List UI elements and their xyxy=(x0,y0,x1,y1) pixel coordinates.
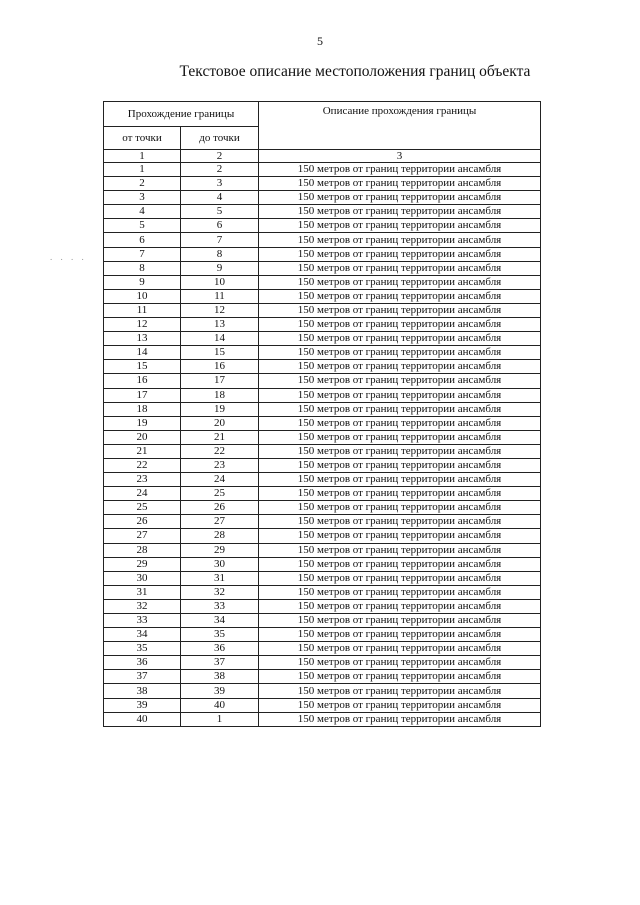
to-point-cell: 18 xyxy=(181,388,259,402)
to-point-cell: 33 xyxy=(181,599,259,613)
description-cell: 150 метров от границ территории ансамбля xyxy=(259,388,541,402)
boundary-table xyxy=(103,101,541,727)
table-row xyxy=(104,501,541,515)
from-point-cell: 12 xyxy=(104,318,181,332)
from-point-cell: 11 xyxy=(104,303,181,317)
from-point-cell: 27 xyxy=(104,529,181,543)
table-row xyxy=(104,332,541,346)
description-cell: 150 метров от границ территории ансамбля xyxy=(259,360,541,374)
table-row xyxy=(104,318,541,332)
table-row xyxy=(104,374,541,388)
description-cell: 150 метров от границ территории ансамбля xyxy=(259,177,541,191)
table-row xyxy=(104,473,541,487)
to-point-cell: 21 xyxy=(181,430,259,444)
from-point-cell: 30 xyxy=(104,571,181,585)
to-point-cell: 14 xyxy=(181,332,259,346)
to-point-cell: 3 xyxy=(181,177,259,191)
from-point-cell: 8 xyxy=(104,261,181,275)
table-row xyxy=(104,670,541,684)
description-cell: 150 метров от границ территории ансамбля xyxy=(259,402,541,416)
description-cell: 150 метров от границ территории ансамбля xyxy=(259,698,541,712)
from-point-cell: 23 xyxy=(104,473,181,487)
description-cell: 150 метров от границ территории ансамбля xyxy=(259,219,541,233)
from-point-cell: 35 xyxy=(104,642,181,656)
table-row xyxy=(104,642,541,656)
to-point-cell: 23 xyxy=(181,458,259,472)
description-cell: 150 метров от границ территории ансамбля xyxy=(259,346,541,360)
from-point-cell: 19 xyxy=(104,416,181,430)
from-point-cell: 38 xyxy=(104,684,181,698)
header-description: Описание прохождения границы xyxy=(259,102,541,150)
description-cell: 150 метров от границ территории ансамбля xyxy=(259,233,541,247)
table-row xyxy=(104,444,541,458)
table-row xyxy=(104,599,541,613)
description-cell: 150 метров от границ территории ансамбля xyxy=(259,628,541,642)
description-cell: 150 метров от границ территории ансамбля xyxy=(259,332,541,346)
description-cell: 150 метров от границ территории ансамбля xyxy=(259,642,541,656)
description-cell: 150 метров от границ территории ансамбля xyxy=(259,656,541,670)
document-title: Текстовое описание местоположения границ объекта xyxy=(179,63,531,80)
to-point-cell: 26 xyxy=(181,501,259,515)
description-cell: 150 метров от границ территории ансамбля xyxy=(259,374,541,388)
description-cell: 150 метров от границ территории ансамбля xyxy=(259,191,541,205)
description-cell: 150 метров от границ территории ансамбля xyxy=(259,444,541,458)
to-point-cell: 7 xyxy=(181,233,259,247)
to-point-cell: 15 xyxy=(181,346,259,360)
description-cell: 150 метров от границ территории ансамбля xyxy=(259,275,541,289)
to-point-cell: 24 xyxy=(181,473,259,487)
margin-marks: . . . . xyxy=(50,252,87,262)
to-point-cell: 20 xyxy=(181,416,259,430)
description-cell: 150 метров от границ территории ансамбля xyxy=(259,205,541,219)
table-row xyxy=(104,261,541,275)
description-cell: 150 метров от границ территории ансамбля xyxy=(259,430,541,444)
table-row xyxy=(104,303,541,317)
from-point-cell: 18 xyxy=(104,402,181,416)
table-row xyxy=(104,698,541,712)
to-point-cell: 36 xyxy=(181,642,259,656)
to-point-cell: 13 xyxy=(181,318,259,332)
description-cell: 150 метров от границ территории ансамбля xyxy=(259,289,541,303)
table-row xyxy=(104,219,541,233)
to-point-cell: 6 xyxy=(181,219,259,233)
from-point-cell: 9 xyxy=(104,275,181,289)
table-row xyxy=(104,529,541,543)
from-point-cell: 26 xyxy=(104,515,181,529)
description-cell: 150 метров от границ территории ансамбля xyxy=(259,458,541,472)
to-point-cell: 1 xyxy=(181,712,259,726)
to-point-cell: 35 xyxy=(181,628,259,642)
to-point-cell: 40 xyxy=(181,698,259,712)
table-row xyxy=(104,571,541,585)
table-row xyxy=(104,515,541,529)
page-number: 5 xyxy=(317,34,323,48)
from-point-cell: 3 xyxy=(104,191,181,205)
column-number: 3 xyxy=(259,150,541,163)
table-row xyxy=(104,346,541,360)
from-point-cell: 2 xyxy=(104,177,181,191)
table-row xyxy=(104,614,541,628)
from-point-cell: 15 xyxy=(104,360,181,374)
from-point-cell: 7 xyxy=(104,247,181,261)
to-point-cell: 11 xyxy=(181,289,259,303)
to-point-cell: 17 xyxy=(181,374,259,388)
to-point-cell: 19 xyxy=(181,402,259,416)
to-point-cell: 31 xyxy=(181,571,259,585)
from-point-cell: 22 xyxy=(104,458,181,472)
from-point-cell: 33 xyxy=(104,614,181,628)
to-point-cell: 37 xyxy=(181,656,259,670)
to-point-cell: 2 xyxy=(181,163,259,177)
table-row xyxy=(104,416,541,430)
to-point-cell: 22 xyxy=(181,444,259,458)
to-point-cell: 25 xyxy=(181,487,259,501)
description-cell: 150 метров от границ территории ансамбля xyxy=(259,487,541,501)
header-boundary-passage: Прохождение границы xyxy=(104,102,259,127)
to-point-cell: 4 xyxy=(181,191,259,205)
to-point-cell: 29 xyxy=(181,543,259,557)
table-row xyxy=(104,585,541,599)
from-point-cell: 36 xyxy=(104,656,181,670)
from-point-cell: 31 xyxy=(104,585,181,599)
description-cell: 150 метров от границ территории ансамбля xyxy=(259,684,541,698)
header-to-point: до точки xyxy=(181,127,259,150)
to-point-cell: 16 xyxy=(181,360,259,374)
table-row xyxy=(104,656,541,670)
table-row xyxy=(104,684,541,698)
from-point-cell: 1 xyxy=(104,163,181,177)
description-cell: 150 метров от границ территории ансамбля xyxy=(259,571,541,585)
from-point-cell: 14 xyxy=(104,346,181,360)
to-point-cell: 30 xyxy=(181,557,259,571)
description-cell: 150 метров от границ территории ансамбля xyxy=(259,247,541,261)
description-cell: 150 метров от границ территории ансамбля xyxy=(259,501,541,515)
from-point-cell: 21 xyxy=(104,444,181,458)
from-point-cell: 24 xyxy=(104,487,181,501)
table-row xyxy=(104,557,541,571)
description-cell: 150 метров от границ территории ансамбля xyxy=(259,416,541,430)
description-cell: 150 метров от границ территории ансамбля xyxy=(259,473,541,487)
from-point-cell: 39 xyxy=(104,698,181,712)
column-number: 2 xyxy=(181,150,259,163)
description-cell: 150 метров от границ территории ансамбля xyxy=(259,303,541,317)
table-row xyxy=(104,430,541,444)
description-cell: 150 метров от границ территории ансамбля xyxy=(259,163,541,177)
from-point-cell: 40 xyxy=(104,712,181,726)
table-row xyxy=(104,247,541,261)
to-point-cell: 38 xyxy=(181,670,259,684)
table-header xyxy=(104,102,541,150)
from-point-cell: 4 xyxy=(104,205,181,219)
table-row xyxy=(104,487,541,501)
from-point-cell: 16 xyxy=(104,374,181,388)
from-point-cell: 5 xyxy=(104,219,181,233)
description-cell: 150 метров от границ территории ансамбля xyxy=(259,543,541,557)
column-number: 1 xyxy=(104,150,181,163)
table-row xyxy=(104,712,541,726)
from-point-cell: 6 xyxy=(104,233,181,247)
table-row xyxy=(104,233,541,247)
from-point-cell: 13 xyxy=(104,332,181,346)
from-point-cell: 25 xyxy=(104,501,181,515)
description-cell: 150 метров от границ территории ансамбля xyxy=(259,670,541,684)
table-row xyxy=(104,628,541,642)
table-row xyxy=(104,388,541,402)
description-cell: 150 метров от границ территории ансамбля xyxy=(259,261,541,275)
header-from-point: от точки xyxy=(104,127,181,150)
to-point-cell: 32 xyxy=(181,585,259,599)
table-row xyxy=(104,458,541,472)
column-number-row xyxy=(104,150,541,163)
table-row xyxy=(104,543,541,557)
description-cell: 150 метров от границ территории ансамбля xyxy=(259,557,541,571)
to-point-cell: 10 xyxy=(181,275,259,289)
description-cell: 150 метров от границ территории ансамбля xyxy=(259,712,541,726)
description-cell: 150 метров от границ территории ансамбля xyxy=(259,614,541,628)
table-row xyxy=(104,191,541,205)
table-row xyxy=(104,275,541,289)
from-point-cell: 37 xyxy=(104,670,181,684)
from-point-cell: 17 xyxy=(104,388,181,402)
to-point-cell: 8 xyxy=(181,247,259,261)
table-row xyxy=(104,360,541,374)
to-point-cell: 39 xyxy=(181,684,259,698)
to-point-cell: 34 xyxy=(181,614,259,628)
from-point-cell: 32 xyxy=(104,599,181,613)
to-point-cell: 5 xyxy=(181,205,259,219)
from-point-cell: 29 xyxy=(104,557,181,571)
from-point-cell: 28 xyxy=(104,543,181,557)
to-point-cell: 9 xyxy=(181,261,259,275)
description-cell: 150 метров от границ территории ансамбля xyxy=(259,599,541,613)
to-point-cell: 28 xyxy=(181,529,259,543)
table-body xyxy=(104,150,541,727)
table-row xyxy=(104,205,541,219)
description-cell: 150 метров от границ территории ансамбля xyxy=(259,585,541,599)
table-row xyxy=(104,289,541,303)
to-point-cell: 12 xyxy=(181,303,259,317)
description-cell: 150 метров от границ территории ансамбля xyxy=(259,529,541,543)
to-point-cell: 27 xyxy=(181,515,259,529)
description-cell: 150 метров от границ территории ансамбля xyxy=(259,515,541,529)
table-row xyxy=(104,163,541,177)
description-cell: 150 метров от границ территории ансамбля xyxy=(259,318,541,332)
from-point-cell: 34 xyxy=(104,628,181,642)
from-point-cell: 10 xyxy=(104,289,181,303)
table-row xyxy=(104,177,541,191)
table-row xyxy=(104,402,541,416)
from-point-cell: 20 xyxy=(104,430,181,444)
